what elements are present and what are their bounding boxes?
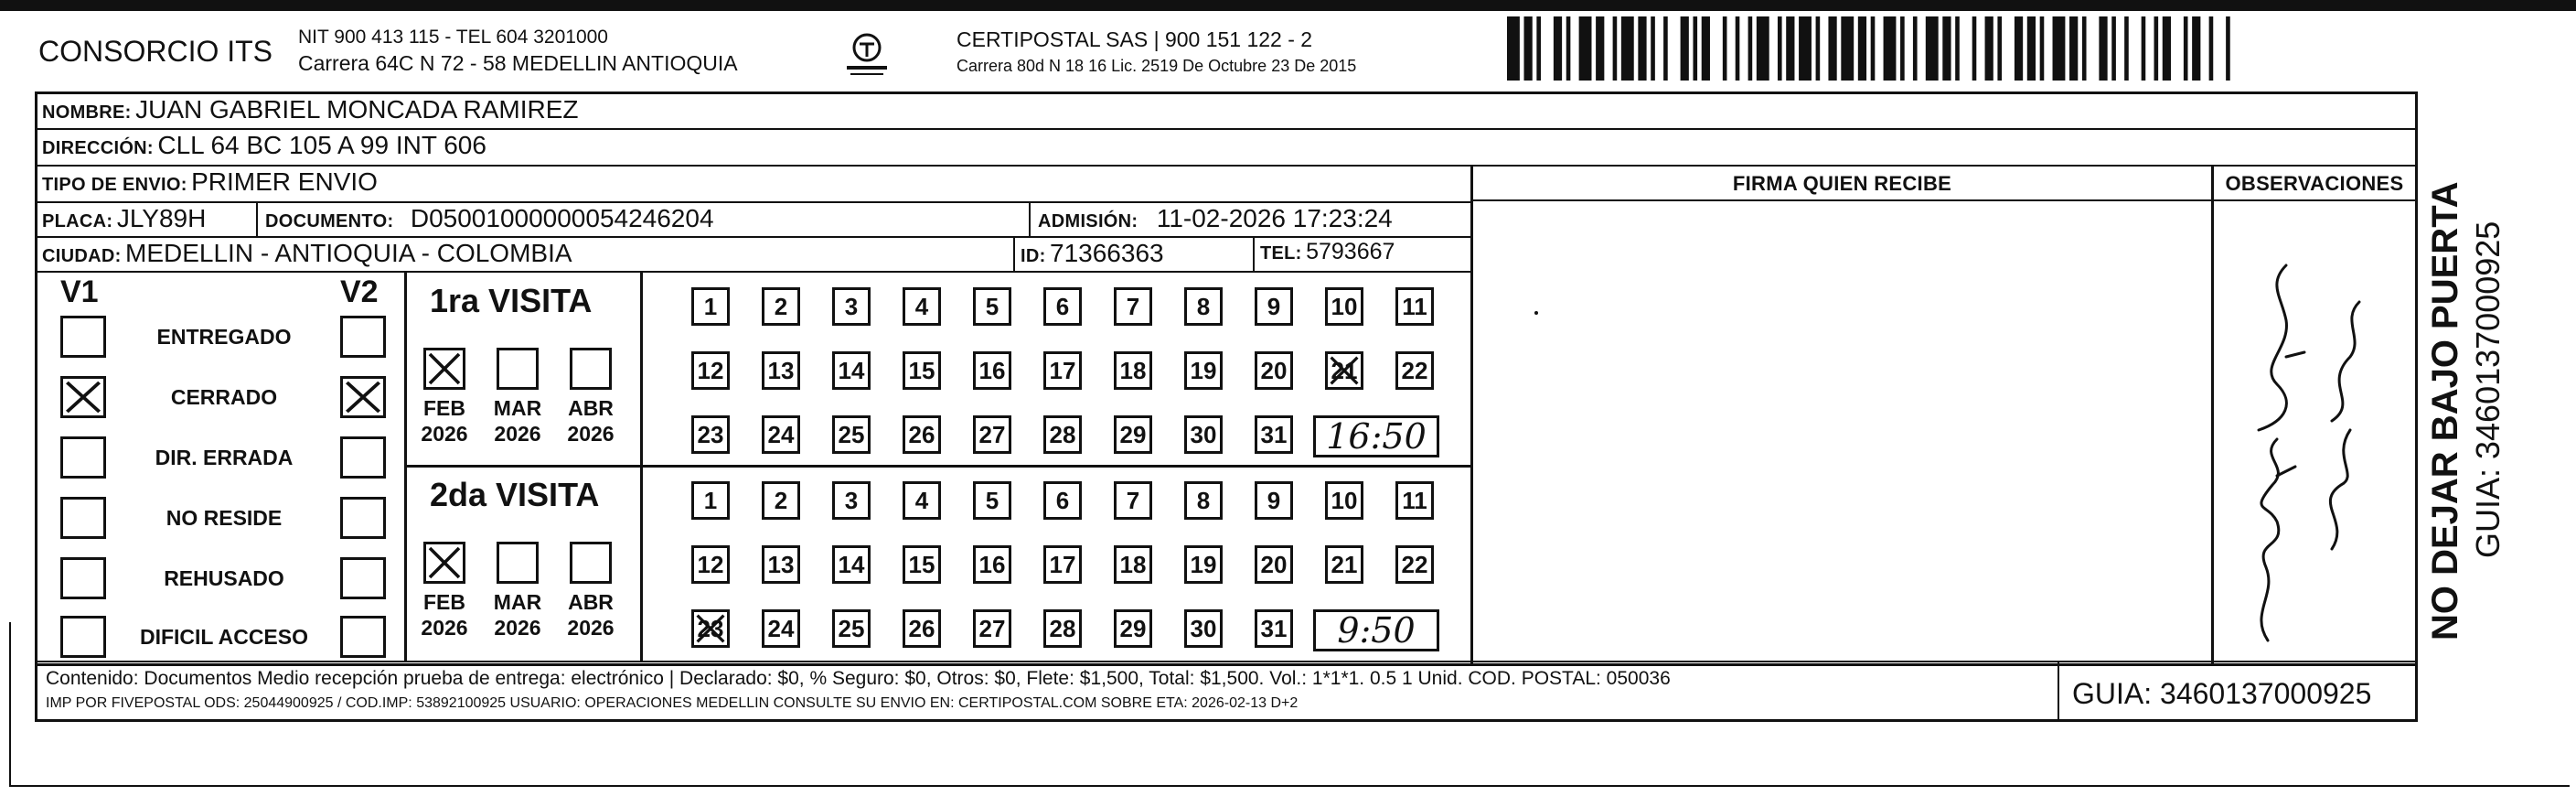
side-guia: GUIA: 3460137000925 <box>2469 221 2507 558</box>
month-label <box>489 589 546 640</box>
day-box[interactable]: 5 <box>973 287 1011 326</box>
v2-checkbox[interactable] <box>340 616 386 658</box>
company-address: Carrera 64C N 72 - 58 MEDELLIN ANTIOQUIA <box>298 51 738 75</box>
v1-checkbox[interactable] <box>60 436 106 479</box>
month-name: FEB <box>423 590 465 614</box>
certipostal-logo <box>839 27 894 82</box>
ciudad-label: CIUDAD: <box>42 246 122 266</box>
top-border <box>0 0 2576 11</box>
day-box[interactable]: 11 <box>1395 287 1434 326</box>
day-box[interactable]: 18 <box>1114 545 1152 584</box>
visit-time[interactable]: 16:50 <box>1313 415 1439 457</box>
v1-checkbox[interactable] <box>60 497 106 539</box>
day-box[interactable]: 26 <box>903 415 941 454</box>
day-box[interactable]: 26 <box>903 609 941 648</box>
documento-label: DOCUMENTO: <box>265 211 394 231</box>
day-box[interactable]: 8 <box>1184 287 1223 326</box>
v2-checkbox[interactable] <box>340 316 386 358</box>
v2-checkbox[interactable] <box>340 376 386 418</box>
day-box[interactable]: 25 <box>832 609 871 648</box>
day-box[interactable]: 22 <box>1395 351 1434 390</box>
id-value: 71366363 <box>1050 239 1164 267</box>
status-option-label: CERRADO <box>170 385 278 409</box>
day-box[interactable]: 19 <box>1184 351 1223 390</box>
day-box[interactable]: 24 <box>762 415 800 454</box>
day-box[interactable]: 23 <box>691 609 730 648</box>
month-label <box>416 589 473 640</box>
day-box[interactable]: 27 <box>973 415 1011 454</box>
placa-value: JLY89H <box>116 204 207 232</box>
v1-checkbox[interactable] <box>60 376 106 418</box>
month-checkbox[interactable] <box>497 348 539 390</box>
day-box[interactable]: 11 <box>1395 481 1434 520</box>
month-name: MAR <box>493 396 542 420</box>
v2-checkbox[interactable] <box>340 557 386 599</box>
month-year: 2026 <box>421 422 468 446</box>
visit-1-title: 1ra VISITA <box>430 282 593 319</box>
day-box[interactable]: 1 <box>691 481 730 520</box>
month-label <box>562 395 619 447</box>
carrier-line: CERTIPOSTAL SAS | 900 151 122 - 2 <box>957 27 1313 51</box>
status-option-label: DIR. ERRADA <box>155 446 294 469</box>
month-checkbox[interactable] <box>497 542 539 584</box>
admision-value: 11-02-2026 17:23:24 <box>1156 204 1393 232</box>
observaciones-header: OBSERVACIONES <box>2225 172 2404 195</box>
month-label <box>562 589 619 640</box>
day-box[interactable]: 22 <box>1395 545 1434 584</box>
day-box[interactable]: 18 <box>1114 351 1152 390</box>
placa-label: PLACA: <box>42 211 113 231</box>
day-box[interactable]: 30 <box>1184 415 1223 454</box>
day-box[interactable]: 23 <box>691 415 730 454</box>
day-box[interactable]: 21 <box>1325 545 1363 584</box>
day-box[interactable]: 31 <box>1255 415 1293 454</box>
carrier-address: Carrera 80d N 18 16 Lic. 2519 De Octubre 23 De 2015 <box>957 57 1357 75</box>
day-box[interactable]: 24 <box>762 609 800 648</box>
tipo-envio-label: TIPO DE ENVIO: <box>42 175 187 195</box>
month-name: FEB <box>423 396 465 420</box>
day-box[interactable]: 29 <box>1114 609 1152 648</box>
day-box[interactable]: 30 <box>1184 609 1223 648</box>
month-name: ABR <box>568 590 614 614</box>
direccion-label: DIRECCIÓN: <box>42 138 154 158</box>
day-box[interactable]: 12 <box>691 545 730 584</box>
month-year: 2026 <box>567 422 615 446</box>
nit-line: NIT 900 413 115 - TEL 604 3201000 <box>298 27 608 48</box>
tipo-envio-value: PRIMER ENVIO <box>191 167 378 196</box>
day-box[interactable]: 3 <box>832 481 871 520</box>
day-box[interactable]: 16 <box>973 351 1011 390</box>
day-box[interactable]: 3 <box>832 287 871 326</box>
ciudad-value: MEDELLIN - ANTIOQUIA - COLOMBIA <box>125 239 572 267</box>
day-box[interactable]: 13 <box>762 545 800 584</box>
day-box[interactable]: 12 <box>691 351 730 390</box>
firma-header: FIRMA QUIEN RECIBE <box>1732 172 1952 195</box>
barcode <box>1507 16 2239 81</box>
v2-checkbox[interactable] <box>340 497 386 539</box>
day-box[interactable]: 14 <box>832 545 871 584</box>
day-box[interactable]: 9 <box>1255 287 1293 326</box>
day-box[interactable]: 16 <box>973 545 1011 584</box>
tel-label: TEL: <box>1260 243 1302 264</box>
month-year: 2026 <box>494 616 541 640</box>
month-checkbox[interactable] <box>423 542 465 584</box>
month-name: MAR <box>493 590 542 614</box>
day-box[interactable]: 31 <box>1255 609 1293 648</box>
day-box[interactable]: 21 <box>1325 351 1363 390</box>
day-box[interactable]: 2 <box>762 287 800 326</box>
month-checkbox[interactable] <box>570 348 612 390</box>
visit-time[interactable]: 9:50 <box>1313 609 1439 651</box>
tel-value: 5793667 <box>1306 239 1395 264</box>
month-checkbox[interactable] <box>570 542 612 584</box>
footer-guia: GUIA: 3460137000925 <box>2072 677 2372 710</box>
day-box[interactable]: 17 <box>1043 545 1082 584</box>
month-year: 2026 <box>567 616 615 640</box>
day-box[interactable]: 10 <box>1325 481 1363 520</box>
month-checkbox[interactable] <box>423 348 465 390</box>
nombre-label: NOMBRE: <box>42 102 132 123</box>
day-box[interactable]: 5 <box>973 481 1011 520</box>
day-box[interactable]: 19 <box>1184 545 1223 584</box>
month-name: ABR <box>568 396 614 420</box>
side-warning: NO DEJAR BAJO PUERTA <box>2425 181 2465 640</box>
id-label: ID: <box>1021 246 1046 266</box>
day-box[interactable]: 9 <box>1255 481 1293 520</box>
stray-mark <box>1534 311 1538 315</box>
day-box[interactable]: 15 <box>903 545 941 584</box>
day-box[interactable]: 4 <box>903 481 941 520</box>
v2-header: V2 <box>340 274 379 309</box>
day-box[interactable]: 6 <box>1043 287 1082 326</box>
day-box[interactable]: 14 <box>832 351 871 390</box>
day-box[interactable]: 4 <box>903 287 941 326</box>
status-option-label: DIFICIL ACCESO <box>139 625 308 649</box>
day-box[interactable]: 8 <box>1184 481 1223 520</box>
direccion-value: CLL 64 BC 105 A 99 INT 606 <box>157 131 486 159</box>
day-box[interactable]: 20 <box>1255 351 1293 390</box>
month-year: 2026 <box>421 616 468 640</box>
month-label <box>489 395 546 447</box>
nombre-value: JUAN GABRIEL MONCADA RAMIREZ <box>135 95 579 124</box>
day-box[interactable]: 29 <box>1114 415 1152 454</box>
day-box[interactable]: 17 <box>1043 351 1082 390</box>
footer-contenido: Contenido: Documentos Medio recepción prueba de entrega: electrónico | Declarado: $0, % Seguro: $0, Otros: $0, Flete: $1,500, Total: $1,500. Vol.: 1*1*1. 0.5 1 Unid. COD. POSTAL: 050036 <box>46 668 1671 689</box>
day-box[interactable]: 2 <box>762 481 800 520</box>
day-box[interactable]: 25 <box>832 415 871 454</box>
day-box[interactable]: 7 <box>1114 287 1152 326</box>
documento-value: D05001000000054246204 <box>410 204 714 232</box>
admision-label: ADMISIÓN: <box>1038 211 1138 231</box>
visit-2-title: 2da VISITA <box>430 476 600 513</box>
day-box[interactable]: 27 <box>973 609 1011 648</box>
day-box[interactable]: 13 <box>762 351 800 390</box>
day-box[interactable]: 10 <box>1325 287 1363 326</box>
day-box[interactable]: 1 <box>691 287 730 326</box>
footer-imp-line: IMP POR FIVEPOSTAL ODS: 25044900925 / COD.IMP: 53892100925 USUARIO: OPERACIONES MEDELLIN CONSULTE SU ENVIO EN: CERTIPOSTAL.COM SOBRE ETA: 2026-02-13 D+2 <box>46 695 1299 711</box>
v1-checkbox[interactable] <box>60 616 106 658</box>
status-option-label: REHUSADO <box>164 566 284 590</box>
v1-checkbox[interactable] <box>60 316 106 358</box>
day-box[interactable]: 7 <box>1114 481 1152 520</box>
day-box[interactable]: 20 <box>1255 545 1293 584</box>
day-box[interactable]: 28 <box>1043 415 1082 454</box>
day-box[interactable]: 28 <box>1043 609 1082 648</box>
day-box[interactable]: 6 <box>1043 481 1082 520</box>
status-option-label: NO RESIDE <box>166 506 283 530</box>
day-box[interactable]: 15 <box>903 351 941 390</box>
month-year: 2026 <box>494 422 541 446</box>
v2-checkbox[interactable] <box>340 436 386 479</box>
month-label <box>416 395 473 447</box>
status-option-label: ENTREGADO <box>156 325 292 349</box>
v1-header: V1 <box>60 274 99 309</box>
recipient-signature <box>2222 247 2405 654</box>
v1-checkbox[interactable] <box>60 557 106 599</box>
company-name: CONSORCIO ITS <box>38 35 273 68</box>
